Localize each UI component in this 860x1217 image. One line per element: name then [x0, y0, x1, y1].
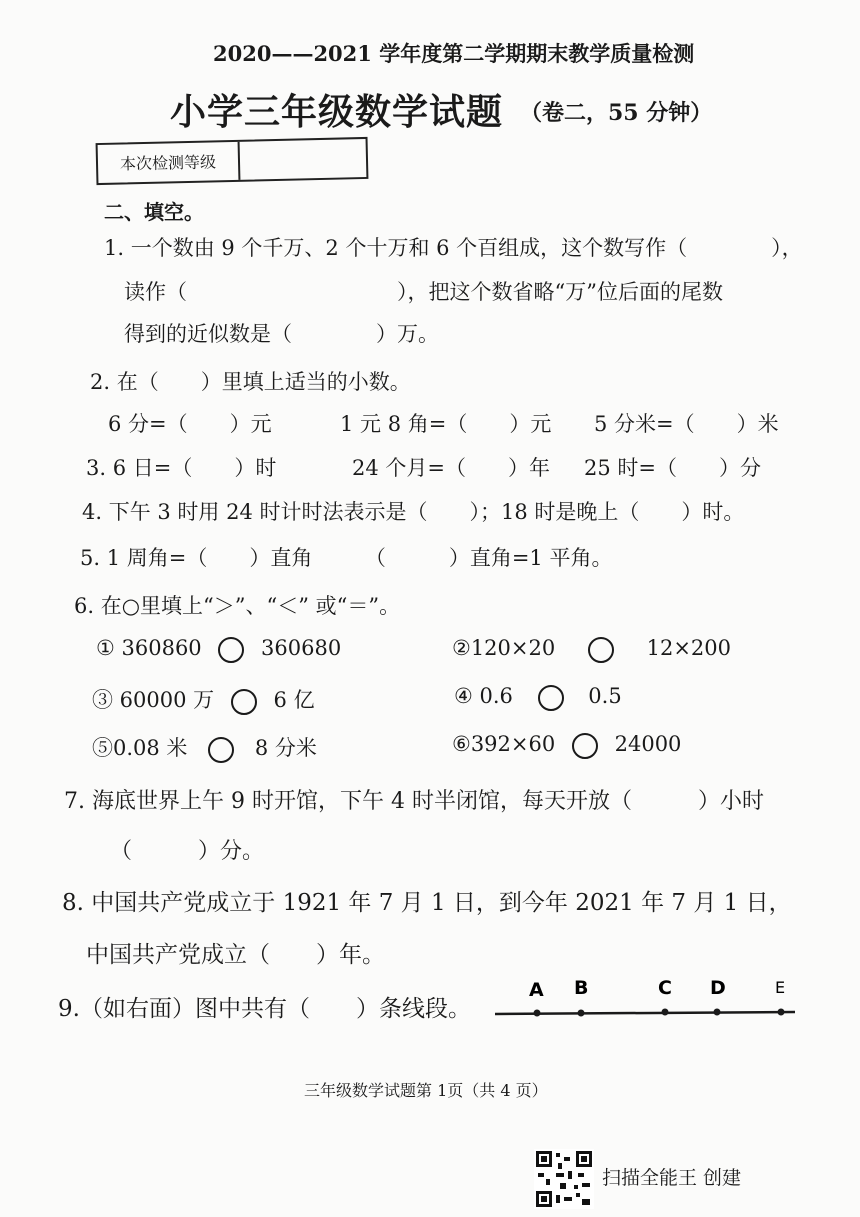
- compare-item-4: [454, 684, 622, 711]
- question-2-item-2: 1 元 8 角=（ ）元: [340, 412, 552, 436]
- point-label-b: B: [574, 977, 589, 999]
- point-b: [578, 1010, 585, 1017]
- question-2-line-1: 2. 在（ ）里填上适当的小数。: [90, 370, 411, 394]
- grade-box: [96, 137, 369, 185]
- question-4: 4. 下午 3 时用 24 时计时法表示是（ ）；18 时是晚上（ ）时。: [82, 500, 745, 524]
- question-3-item-1: 3. 6 日=（ ）时: [86, 456, 277, 480]
- compare-circle[interactable]: [208, 737, 234, 763]
- compare-circle[interactable]: [588, 637, 614, 663]
- qr-code-icon: [534, 1149, 594, 1209]
- compare-circle[interactable]: [572, 733, 598, 759]
- point-c: [662, 1009, 669, 1016]
- question-5: 5. 1 周角=（ ）直角 （ ）直角=1 平角。: [80, 546, 613, 570]
- grade-label: 本次检测等级: [98, 142, 241, 183]
- compare-right: 24000: [614, 732, 682, 756]
- compare-right: 0.5: [588, 684, 622, 708]
- page-title: 小学三年级数学试题: [170, 91, 504, 133]
- question-1-line-2: 读作（ ），把这个数省略“万”位后面的尾数: [124, 280, 723, 304]
- compare-circle[interactable]: [218, 637, 244, 663]
- compare-left: ③ 60000 万: [92, 688, 215, 712]
- point-a: [534, 1010, 541, 1017]
- page-subtitle: （卷二，55 分钟）: [520, 100, 713, 126]
- question-3-item-2: 24 个月=（ ）年: [352, 456, 550, 480]
- compare-circle[interactable]: [538, 685, 564, 711]
- exam-header: 2020——2021 学年度第二学期期末教学质量检测: [213, 41, 695, 66]
- question-2-item-3: 5 分米=（ ）米: [594, 412, 779, 436]
- question-8-line-2: 中国共产党成立（ ）年。: [86, 942, 385, 968]
- point-d: [714, 1009, 721, 1016]
- compare-left: ④ 0.6: [454, 684, 513, 708]
- line-segment-diagram: [495, 968, 805, 1028]
- compare-circle[interactable]: [231, 689, 257, 715]
- compare-item-5: [92, 732, 317, 763]
- question-2-item-1: 6 分=（ ）元: [108, 412, 272, 436]
- question-3-item-3: 25 时=（ ）分: [584, 456, 761, 480]
- question-8-line-1: 8. 中国共产党成立于 1921 年 7 月 1 日，到今年 2021 年 7 月 1 日，: [62, 890, 792, 916]
- compare-item-1: [96, 636, 341, 663]
- section-title: 二、填空。: [104, 200, 204, 224]
- compare-left: ① 360860: [96, 636, 202, 660]
- question-6-line-1: 6. 在○里填上“＞”、“＜” 或“＝”。: [74, 594, 401, 618]
- compare-item-3: [92, 684, 315, 715]
- compare-right: 12×200: [646, 636, 732, 660]
- question-1-line-3: 得到的近似数是（ ）万。: [124, 322, 439, 346]
- compare-right: 8 分米: [254, 736, 317, 760]
- point-e: [778, 1009, 785, 1016]
- compare-item-6: [452, 732, 681, 759]
- compare-left: ②120×20: [452, 636, 556, 660]
- question-9: 9.（如右面）图中共有（ ）条线段。: [58, 996, 471, 1022]
- question-7-line-1: 7. 海底世界上午 9 时开馆，下午 4 时半闭馆，每天开放（ ）小时: [64, 789, 764, 814]
- compare-right: 360680: [261, 636, 342, 660]
- question-1-line-1: 1. 一个数由 9 个千万、2 个十万和 6 个百组成，这个数写作（ ），: [104, 236, 803, 260]
- point-label-d: D: [710, 977, 726, 999]
- compare-left: ⑤0.08 米: [92, 736, 188, 760]
- question-7-line-2: （ ）分。: [110, 839, 265, 864]
- grade-field[interactable]: [240, 139, 367, 180]
- compare-right: 6 亿: [273, 688, 315, 712]
- point-label-c: C: [658, 977, 672, 999]
- scanner-watermark: 扫描全能王 创建: [602, 1167, 742, 1189]
- compare-item-2: [452, 636, 731, 663]
- compare-left: ⑥392×60: [452, 732, 556, 756]
- point-label-a: A: [529, 979, 544, 1001]
- point-label-e: E: [775, 978, 786, 997]
- page-footer: 三年级数学试题第 1页（共 4 页）: [304, 1081, 548, 1100]
